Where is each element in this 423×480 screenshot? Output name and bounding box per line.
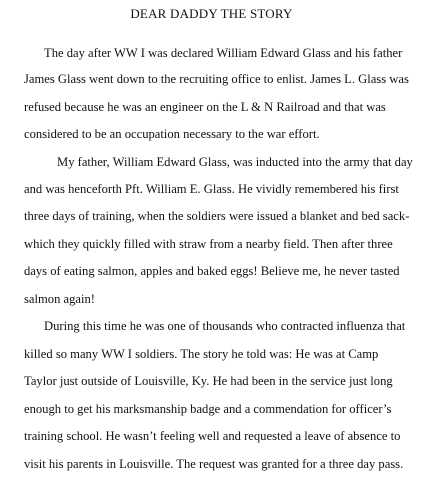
document-title: DEAR DADDY THE STORY — [130, 6, 293, 21]
text-line-4: considered to be an occupation necessary to the war effort. — [24, 127, 320, 141]
text-line-3: refused because he was an engineer on the L & N Railroad and that was — [24, 100, 386, 114]
text-line-7: three days of training, when the soldiers were issued a blanket and bed sack- — [24, 209, 410, 223]
text-line-6: and was henceforth Pft. William E. Glass. He vividly remembered his first — [24, 182, 399, 196]
text-line-11: During this time he was one of thousands who contracted influenza that — [44, 319, 406, 333]
text-line-16: visit his parents in Louisville. The request was granted for a three day pass. — [24, 457, 404, 471]
text-line-13: Taylor just outside of Louisville, Ky. He had been in the service just long — [24, 374, 393, 388]
text-line-9: days of eating salmon, apples and baked eggs! Believe me, he never tasted — [24, 264, 400, 278]
text-line-5: My father, William Edward Glass, was inducted into the army that day — [57, 155, 413, 169]
text-line-8: which they quickly filled with straw from a nearby field. Then after three — [24, 237, 393, 251]
text-line-12: killed so many WW I soldiers. The story he told was: He was at Camp — [24, 347, 379, 361]
text-line-14: enough to get his marksmanship badge and a commendation for officer’s — [24, 402, 392, 416]
text-line-10: salmon again! — [24, 292, 95, 306]
text-line-15: training school. He wasn’t feeling well and requested a leave of absence to — [24, 429, 401, 443]
text-line-1: The day after WW I was declared William Edward Glass and his father — [44, 46, 403, 60]
text-line-2: James Glass went down to the recruiting office to enlist. James L. Glass was — [24, 72, 409, 86]
